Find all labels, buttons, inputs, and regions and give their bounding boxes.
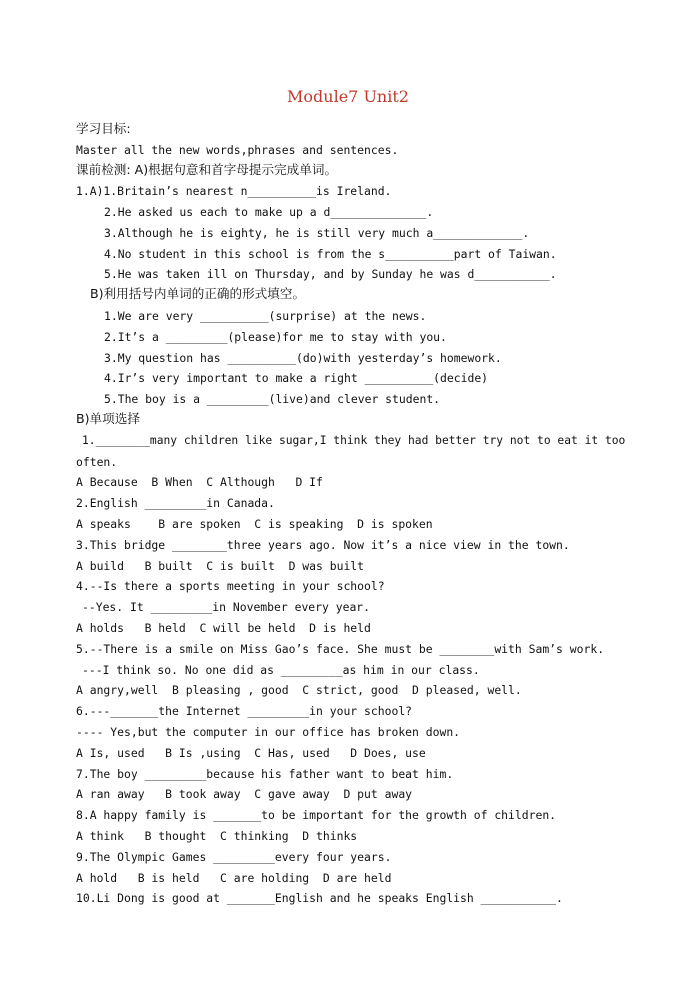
question-line: 2.English _________in Canada. bbox=[76, 496, 275, 510]
options-line: A Is, used B Is ,using C Has, used D Does, use bbox=[76, 746, 426, 760]
question-line: 1.________many children like sugar,I think they had better try not to eat it too bbox=[82, 434, 626, 447]
section-heading-objectives: 学习目标: bbox=[76, 121, 131, 136]
exercise-line: 2.He asked us each to make up a d______________. bbox=[104, 205, 434, 219]
exercise-line: 4.No student in this school is from the s__________part of Taiwan. bbox=[104, 247, 557, 261]
exercise-line: 3.Although he is eighty, he is still very much a_____________. bbox=[104, 226, 530, 240]
question-line: 7.The boy _________because his father want to beat him. bbox=[76, 767, 454, 781]
question-line: 3.This bridge ________three years ago. Now it’s a nice view in the town. bbox=[76, 538, 570, 552]
exercise-line: 1.We are very __________(surprise) at the news. bbox=[104, 309, 427, 323]
question-line: 5.--There is a smile on Miss Gao’s face. She must be ________with Sam’s work. bbox=[76, 642, 605, 656]
question-line: 8.A happy family is _______to be important for the growth of children. bbox=[76, 808, 557, 822]
question-line: 9.The Olympic Games _________every four years. bbox=[76, 850, 392, 864]
options-line: A hold B is held C are holding D are held bbox=[76, 871, 392, 885]
question-line: often. bbox=[76, 455, 118, 469]
exercise-line: 4.Ir’s very important to make a right __________(decide) bbox=[104, 371, 489, 385]
section-heading-multiple-choice: B)单项选择 bbox=[76, 411, 140, 426]
options-line: A Because B When C Although D If bbox=[76, 475, 323, 489]
options-line: A angry,well B pleasing , good C strict, good D pleased, well. bbox=[76, 683, 522, 697]
question-line: ---I think so. No one did as _________as him in our class. bbox=[82, 663, 480, 677]
options-line: A build B built C is built D was built bbox=[76, 559, 365, 573]
options-line: A think B thought C thinking D thinks bbox=[76, 829, 358, 843]
objective-text: Master all the new words,phrases and sentences. bbox=[76, 143, 399, 157]
options-line: A ran away B took away C gave away D put away bbox=[76, 787, 413, 801]
section-heading-fill-in: B)利用括号内单词的正确的形式填空。 bbox=[90, 286, 306, 301]
question-line: ---- Yes,but the computer in our office has broken down. bbox=[76, 725, 461, 739]
options-line: A speaks B are spoken C is speaking D is spoken bbox=[76, 517, 433, 531]
page-title: Module7 Unit2 bbox=[287, 87, 409, 106]
question-line: 6.---_______the Internet _________in your school? bbox=[76, 704, 413, 718]
question-line: 10.Li Dong is good at _______English and he speaks English ___________. bbox=[76, 891, 563, 905]
exercise-line: 5.He was taken ill on Thursday, and by Sunday he was d___________. bbox=[104, 267, 557, 281]
exercise-line: 5.The boy is a _________(live)and clever student. bbox=[104, 392, 441, 406]
exercise-line: 3.My question has __________(do)with yesterday’s homework. bbox=[104, 351, 502, 365]
question-line: 4.--Is there a sports meeting in your school? bbox=[76, 579, 385, 593]
question-line: --Yes. It _________in November every year. bbox=[82, 600, 371, 614]
section-heading-pretest: 课前检测: A)根据句意和首字母提示完成单词。 bbox=[76, 162, 338, 177]
exercise-line: 1.A)1.Britain’s nearest n__________is Ireland. bbox=[76, 184, 392, 198]
exercise-line: 2.It’s a _________(please)for me to stay with you. bbox=[104, 330, 447, 344]
options-line: A holds B held C will be held D is held bbox=[76, 621, 371, 635]
